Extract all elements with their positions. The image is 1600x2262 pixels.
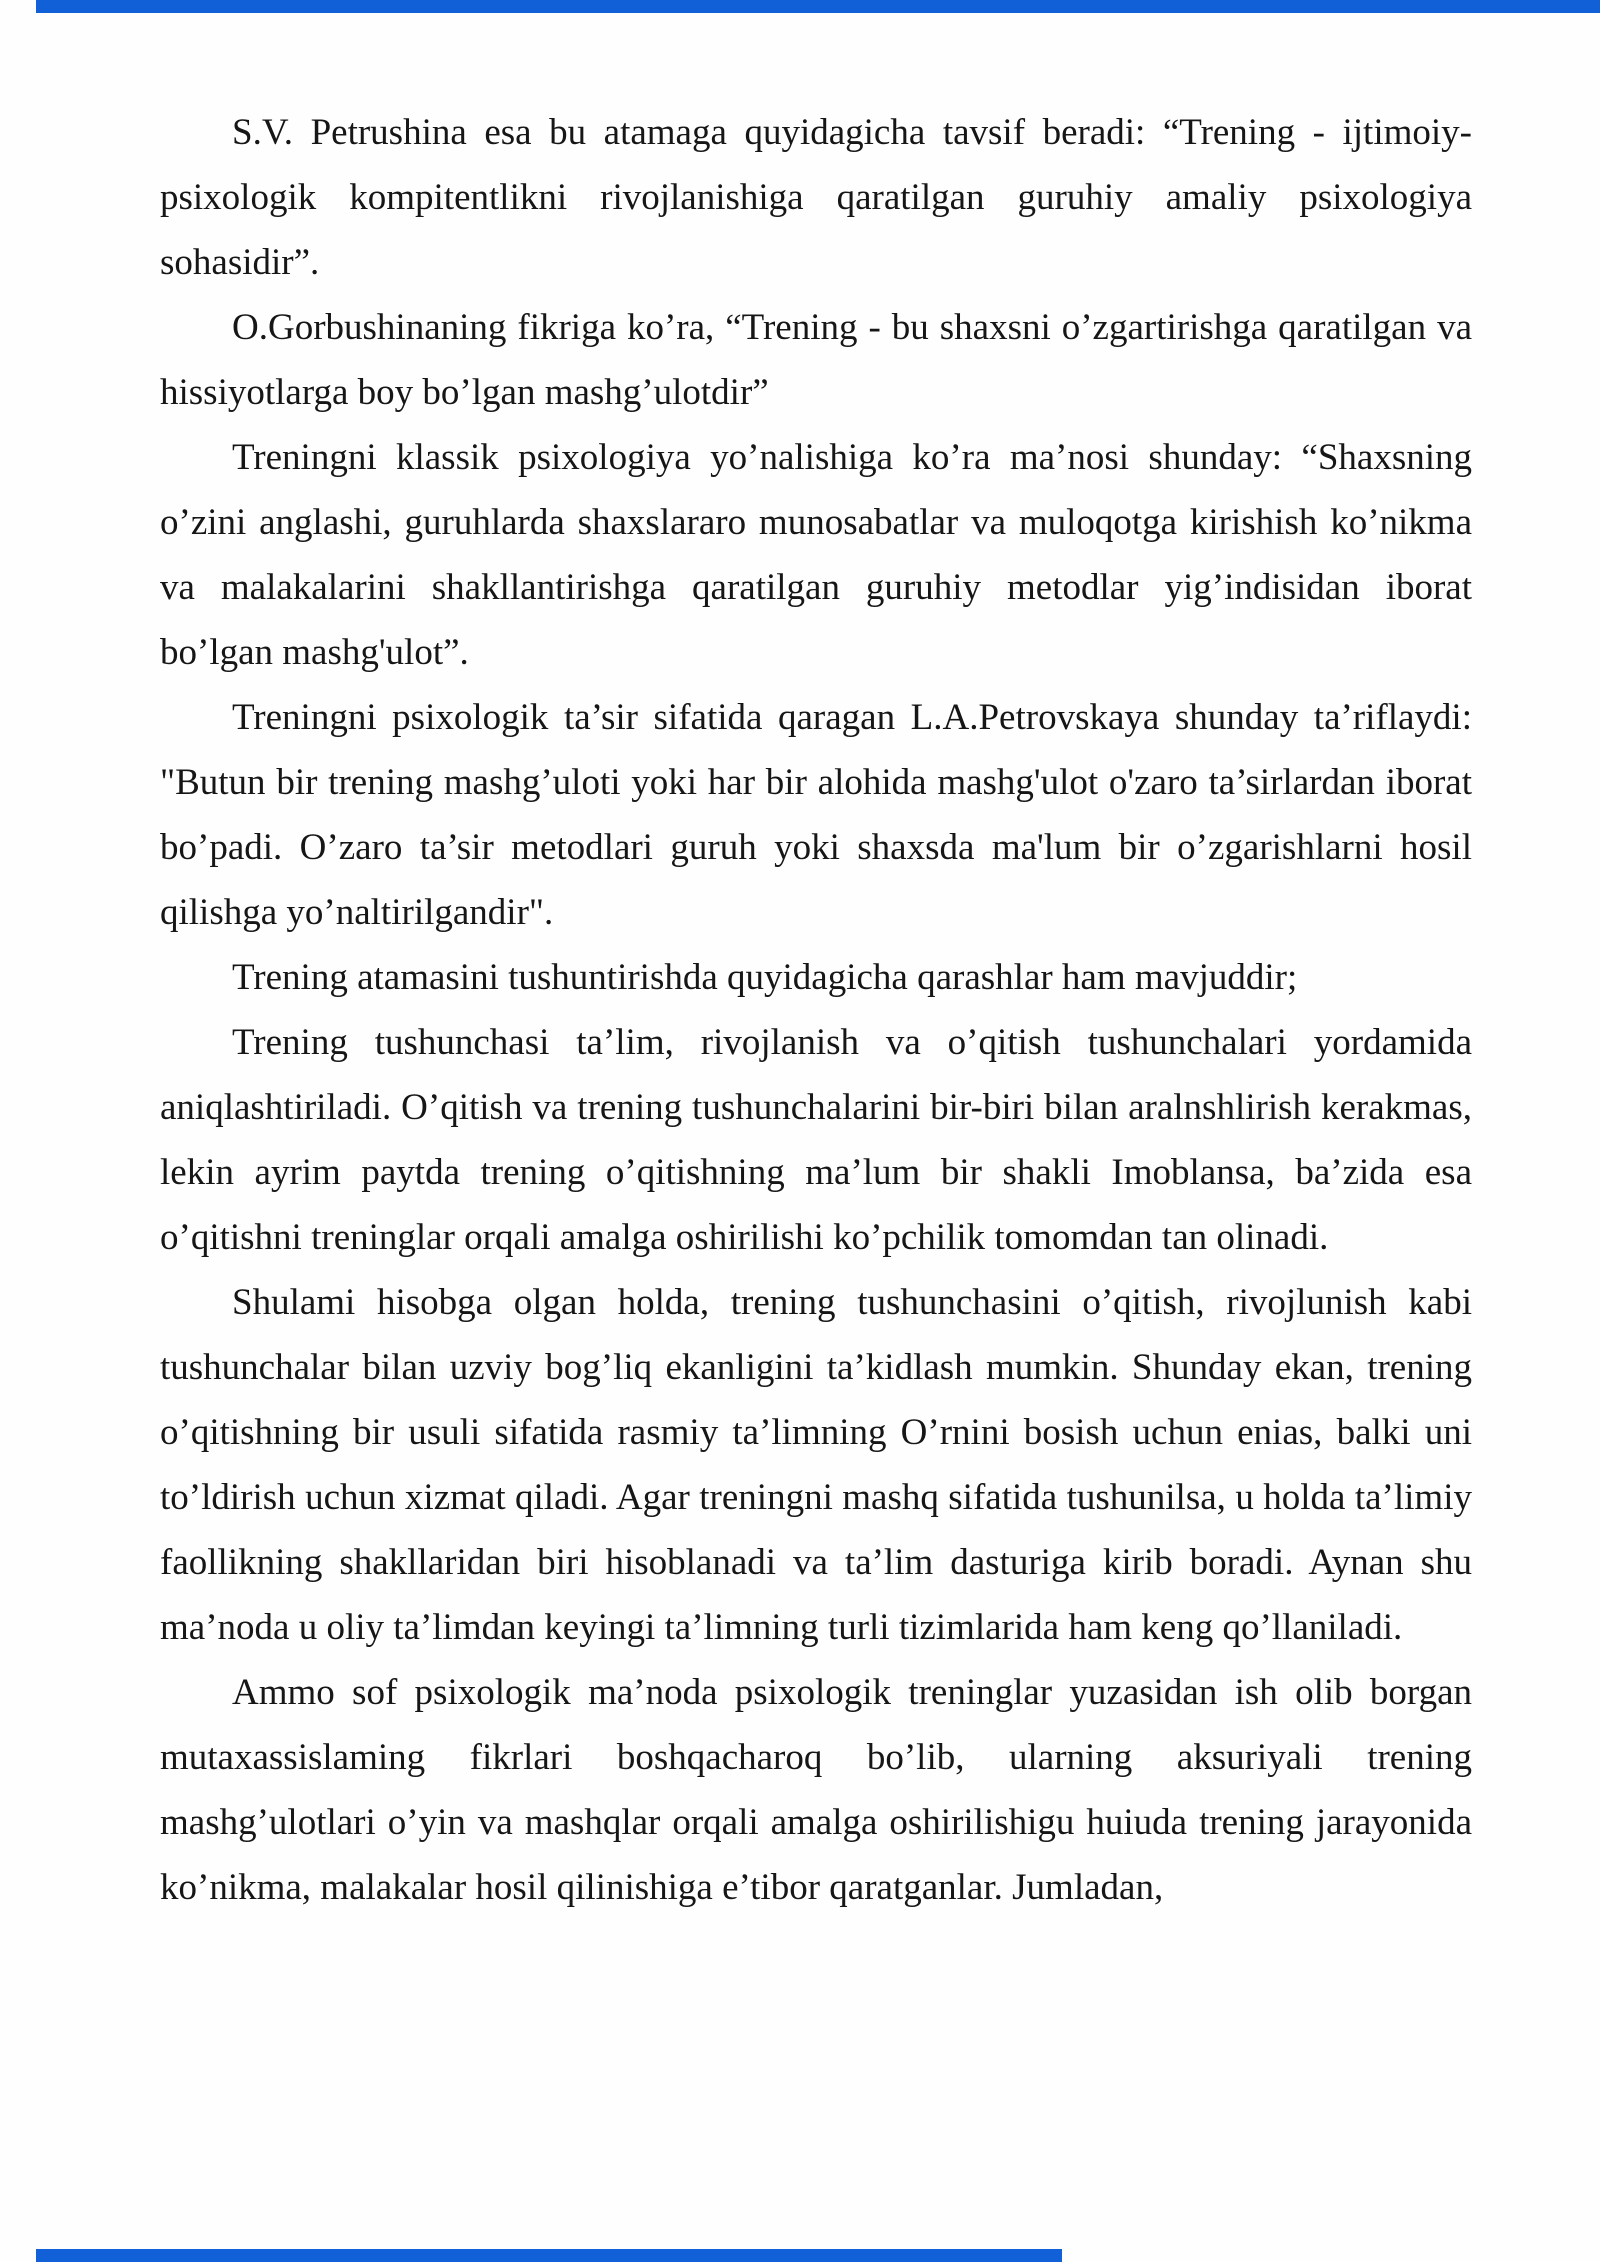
paragraph: Shulami hisobga olgan holda, trening tushunchasini o’qitish, rivojlunish kabi tushunchalar bilan uzviy bog’liq ekanligini ta’kidlash mumkin. Shunday ekan, trening o’qitishning bir usuli sifatida rasmiy ta’limning O’rnini bosish uchun enias, balki uni to’ldirish uchun xizmat qiladi. Agar treningni mashq sifatida tushunilsa, u holda ta’limiy faollikning shakllaridan biri hisoblanadi va ta’lim dasturiga kirib boradi. Aynan shu ma’noda u oliy ta’limdan keyingi ta’limning turli tizimlarida ham keng qo’llaniladi. — [160, 1282, 1472, 1648]
document-text-block — [160, 100, 1472, 1920]
paragraph: S.V. Petrushina esa bu atamaga quyidagicha tavsif beradi: “Trening - ijtimoiy- psixologik kompitentlikni rivojlanishiga qaratilgan guruhiy amaliy psixologiya sohasidir”. — [160, 112, 1472, 283]
paragraph: O.Gorbushinaning fikriga ko’ra, “Trening - bu shaxsni o’zgartirishga qaratilgan va hissiyotlarga boy bo’lgan mashg’ulotdir” — [160, 307, 1472, 413]
paragraph: Ammo sof psixologik ma’noda psixologik treninglar yuzasidan ish olib borgan mutaxassislaming fikrlari boshqacharoq bo’lib, ularning aksuriyali trening mashg’ulotlari o’yin va mashqlar orqali amalga oshirilishigu huiuda trening jarayonida ko’nikma, malakalar hosil qilinishiga e’tibor qaratganlar. Jumladan, — [160, 1672, 1472, 1908]
top-accent-bar — [36, 0, 1600, 13]
paragraph: Treningni klassik psixologiya yo’nalishiga ko’ra ma’nosi shunday: “Shaxsning o’zini anglashi, guruhlarda shaxslararo munosabatlar va muloqotga kirishish ko’nikma va malakalarini shakllantirishga qaratilgan guruhiy metodlar yig’indisidan iborat bo’lgan mashg'ulot”. — [160, 437, 1472, 673]
paragraph: Trening atamasini tushuntirishda quyidagicha qarashlar ham mavjuddir; — [232, 957, 1298, 998]
paragraph: Treningni psixologik ta’sir sifatida qaragan L.A.Petrovskaya shunday ta’riflaydi: "Butun bir trening mashg’uloti yoki har bir alohida mashg'ulot o'zaro ta’sirlardan iborat bo’padi. O’zaro ta’sir metodlari guruh yoki shaxsda ma'lum bir o’zgarishlarni hosil qilishga yo’naltirilgandir". — [160, 697, 1472, 933]
paragraph: Trening tushunchasi ta’lim, rivojlanish va o’qitish tushunchalari yordamida aniqlashtiriladi. O’qitish va trening tushunchalarini bir-biri bilan aralnshlirish kerakmas, lekin ayrim paytda trening o’qitishning ma’lum bir shakli Imoblansa, ba’zida esa o’qitishni treninglar orqali amalga oshirilishi ko’pchilik tomomdan tan olinadi. — [160, 1022, 1472, 1258]
bottom-accent-bar — [36, 2249, 1062, 2262]
